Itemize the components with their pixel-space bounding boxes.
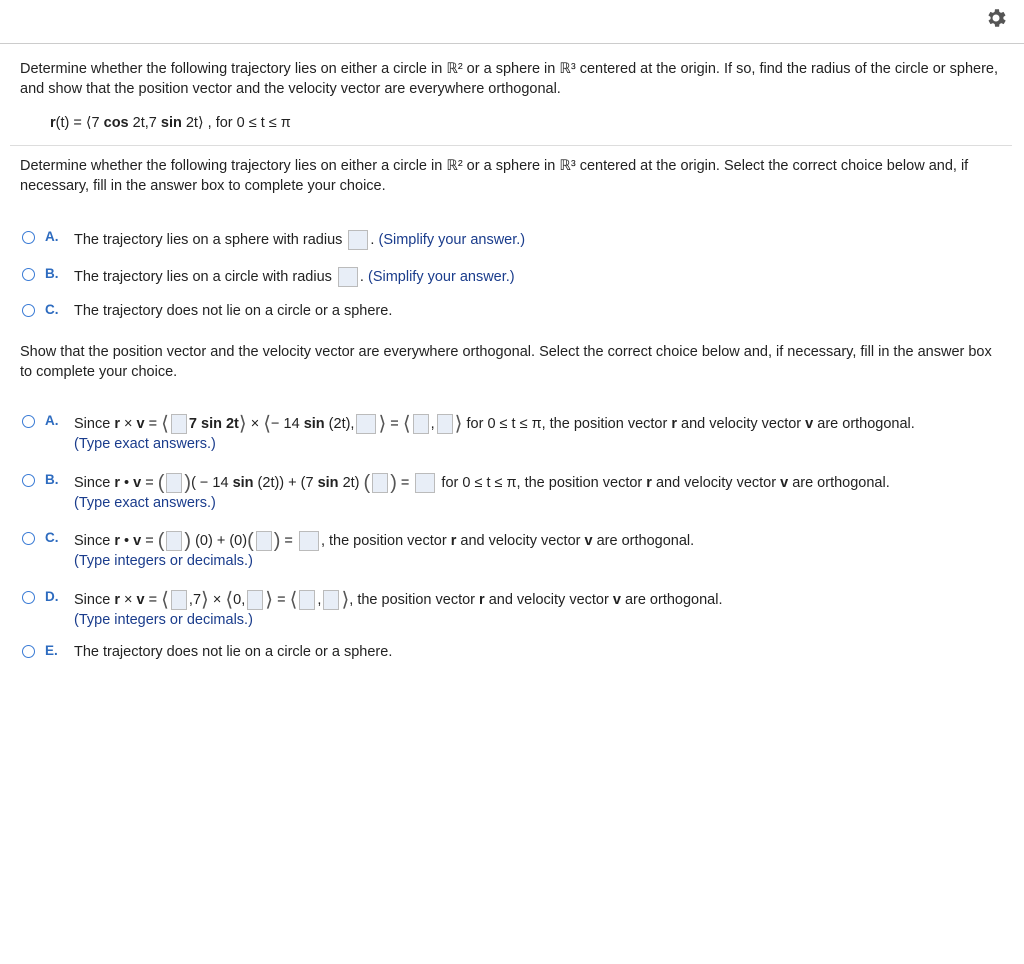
- answer-input[interactable]: [372, 473, 388, 493]
- part2-prompt: Show that the position vector and the velocity vector are everywhere orthogonal. Select the correct choice below and, if necessary, fill in the answer box to complete your choice.: [20, 344, 992, 380]
- trajectory-formula: r(t) = ⟨7 cos 2t,7 sin 2t⟩ , for 0 ≤ t ≤ π: [50, 115, 291, 131]
- answer-input[interactable]: [166, 473, 182, 493]
- answer-input[interactable]: [166, 531, 182, 551]
- radio-button[interactable]: [22, 304, 35, 317]
- answer-input[interactable]: [356, 414, 376, 434]
- answer-input[interactable]: [171, 590, 187, 610]
- radio-button[interactable]: [22, 415, 35, 428]
- radio-button[interactable]: [22, 268, 35, 281]
- answer-input[interactable]: [323, 590, 339, 610]
- radio-button[interactable]: [22, 231, 35, 244]
- radius-input[interactable]: [338, 267, 358, 287]
- answer-input[interactable]: [413, 414, 429, 434]
- question-intro: Determine whether the following trajectory lies on either a circle in ℝ² or a sphere in ℝ³ centered at the origin. If so, find the radius of the circle or sphere, and show that the position vector and the velocity vector are everywhere orthogonal.: [20, 61, 999, 97]
- answer-input[interactable]: [247, 590, 263, 610]
- radius-input[interactable]: [348, 230, 368, 250]
- section-divider: [10, 145, 1012, 146]
- answer-input[interactable]: [299, 590, 315, 610]
- answer-input[interactable]: [437, 414, 453, 434]
- answer-input[interactable]: [299, 531, 319, 551]
- answer-input[interactable]: [415, 473, 435, 493]
- answer-input[interactable]: [171, 414, 187, 434]
- gear-icon[interactable]: [984, 6, 1008, 30]
- header-divider: [0, 43, 1024, 44]
- radio-button[interactable]: [22, 645, 35, 658]
- answer-input[interactable]: [256, 531, 272, 551]
- part1-prompt: Determine whether the following trajectory lies on either a circle in ℝ² or a sphere in ℝ³ centered at the origin. Select the correct choice below and, if necessary, fill in the answer box to complete your choice.: [20, 158, 969, 194]
- radio-button[interactable]: [22, 532, 35, 545]
- radio-button[interactable]: [22, 591, 35, 604]
- radio-button[interactable]: [22, 474, 35, 487]
